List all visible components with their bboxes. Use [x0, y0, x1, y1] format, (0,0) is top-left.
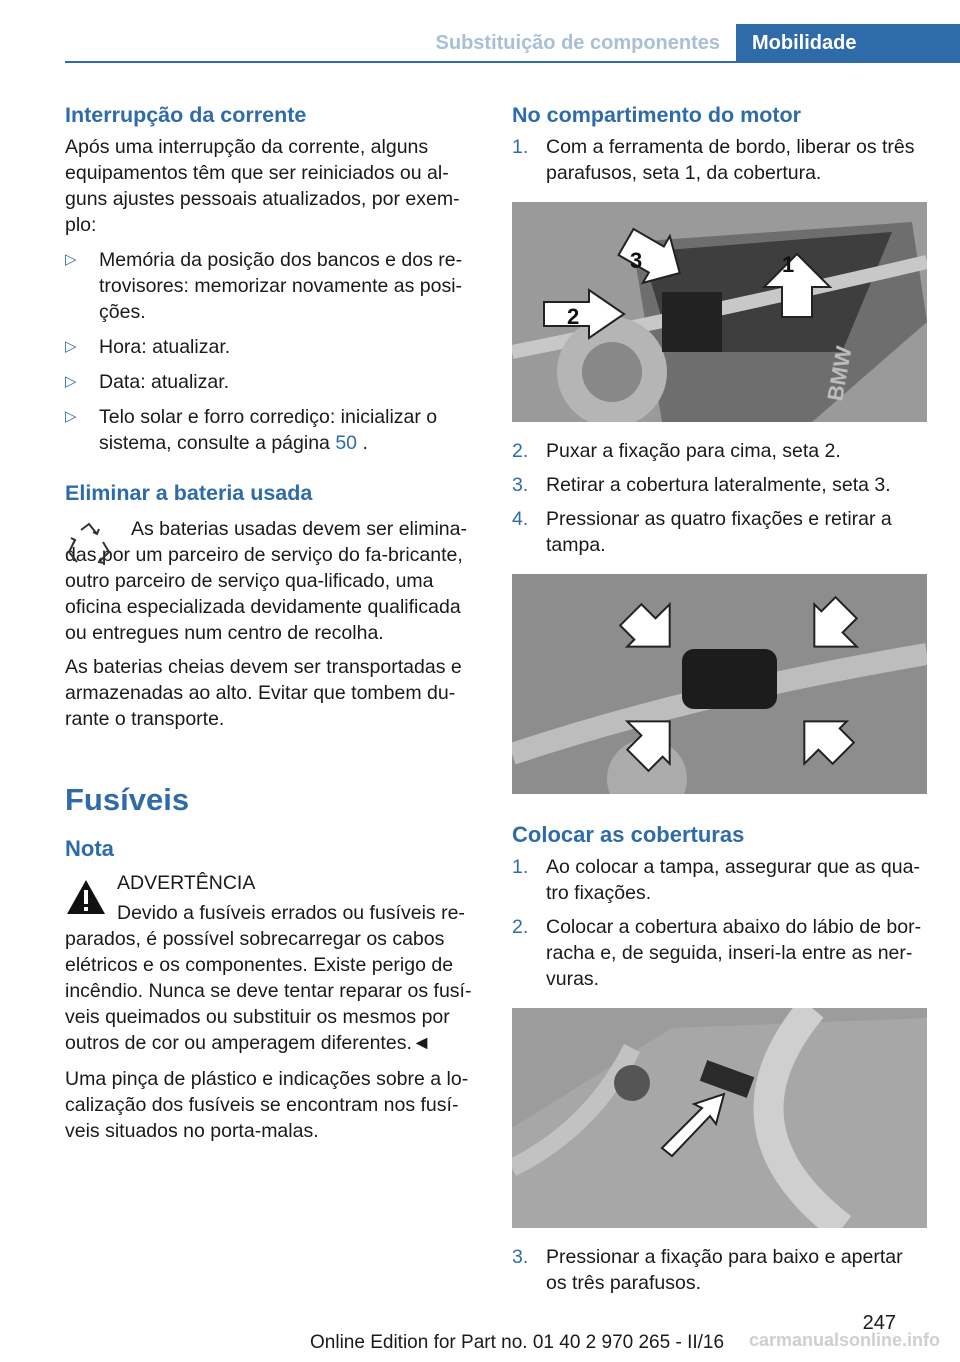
recycle-icon [65, 520, 113, 573]
battery-paragraph-2: As baterias cheias devem ser transportadas e armazenadas ao alto. Evitar que tombem du‐rante o transporte. [65, 656, 462, 730]
list-item: 4. Pressionar as quatro fixações e retirar a tampa. [512, 508, 892, 556]
engine-cover-photo [512, 202, 927, 422]
covers-steps-b [512, 1244, 927, 1296]
list-item: ▷ Hora: atualizar. [65, 336, 231, 358]
list-item: ▷ Data: atualizar. [65, 371, 230, 393]
page-reference-link[interactable]: 50 [335, 432, 358, 454]
list-item: 1. Com a ferramenta de bordo, liberar os três parafusos, seta 1, da cobertura. [512, 136, 915, 184]
fuses-heading: Fusíveis [65, 782, 190, 817]
list-item: 1. Ao colocar a tampa, assegurar que as qua‐tro fixações. [512, 856, 920, 904]
right-column [512, 100, 927, 1296]
list-item: 3. Retirar a cobertura lateralmente, seta 3. [512, 474, 891, 496]
bullet-triangle-icon: ▷ [65, 251, 77, 268]
photo-arrow-label: 2 [567, 304, 580, 329]
covers-heading: Colocar as coberturas [512, 822, 745, 847]
page-number: 247 [862, 1312, 896, 1334]
engine-heading: No compartimento do motor [512, 103, 802, 127]
warning-label: ADVERTÊNCIA [117, 872, 256, 894]
photo-logo-text: BMW [822, 344, 857, 403]
battery-paragraph-1: As baterias usadas devem ser elimina‐das por um parceiro de serviço do fa‐bricante, outro parceiro de serviço qua‐lificado, uma oficina especializada devidamente qualificada ou entregues num centro de recolha. [65, 518, 467, 644]
battery-heading: Eliminar a bateria usada [65, 481, 313, 505]
list-item: ▷ Telo solar e forro corrediço: inicializar o sistema, consulte a página 50 . [65, 406, 438, 454]
running-header-section: Substituição de componentes [435, 32, 720, 54]
watermark: carmanualsonline.info [748, 1330, 940, 1350]
interruption-heading: Interrupção da corrente [65, 103, 307, 127]
bullet-triangle-icon: ▷ [65, 338, 77, 355]
list-item: 3. Pressionar a fixação para baixo e apertar os três parafusos. [512, 1246, 903, 1294]
photo-arrow-label: 3 [630, 248, 643, 273]
cover-insertion-photo [512, 1008, 927, 1228]
fuses-paragraph: Uma pinça de plástico e indicações sobre a lo‐calização dos fusíveis se encontram nos fusí‐veis situados no porta-malas. [65, 1068, 469, 1142]
warning-block [65, 870, 480, 1056]
engine-steps-b [512, 438, 927, 558]
interruption-list [65, 247, 480, 456]
warning-triangle-icon [65, 878, 107, 921]
bullet-triangle-icon: ▷ [65, 373, 77, 390]
left-column [65, 100, 480, 1144]
battery-recycle-block [65, 516, 480, 646]
running-header-chapter-tab: Mobilidade [736, 24, 960, 62]
photo-arrow-label: 1 [782, 252, 795, 277]
note-heading: Nota [65, 836, 114, 861]
covers-steps [512, 854, 927, 992]
bullet-triangle-icon: ▷ [65, 408, 77, 425]
list-item: 2. Puxar a fixação para cima, seta 2. [512, 440, 841, 462]
header-rule [65, 61, 960, 63]
cover-fasteners-photo [512, 574, 927, 794]
list-item: ▷ Memória da posição dos bancos e dos re‐trovisores: memorizar novamente as posi‐ções. [65, 249, 463, 323]
list-item: 2. Colocar a cobertura abaixo do lábio de bor‐racha e, de seguida, inseri-la entre as ner‐vuras. [512, 916, 922, 990]
interruption-intro: Após uma interrupção da corrente, alguns equipamentos têm que ser reiniciados ou al‐guns ajustes pessoais atualizados, por exem‐plo: [65, 136, 460, 236]
edition-text: Online Edition for Part no. 01 40 2 970 265 - II/16 [310, 1332, 725, 1353]
warning-text: Devido a fusíveis errados ou fusíveis re‐parados, é possível sobrecarregar os cabos elétricos e os componentes. Existe perigo de incêndio. Nunca se deve tentar reparar os fusí‐veis queimados ou substituir os mesmos por outros de cor ou amperagem diferentes.◄ [65, 902, 472, 1054]
engine-steps-a [512, 134, 927, 186]
